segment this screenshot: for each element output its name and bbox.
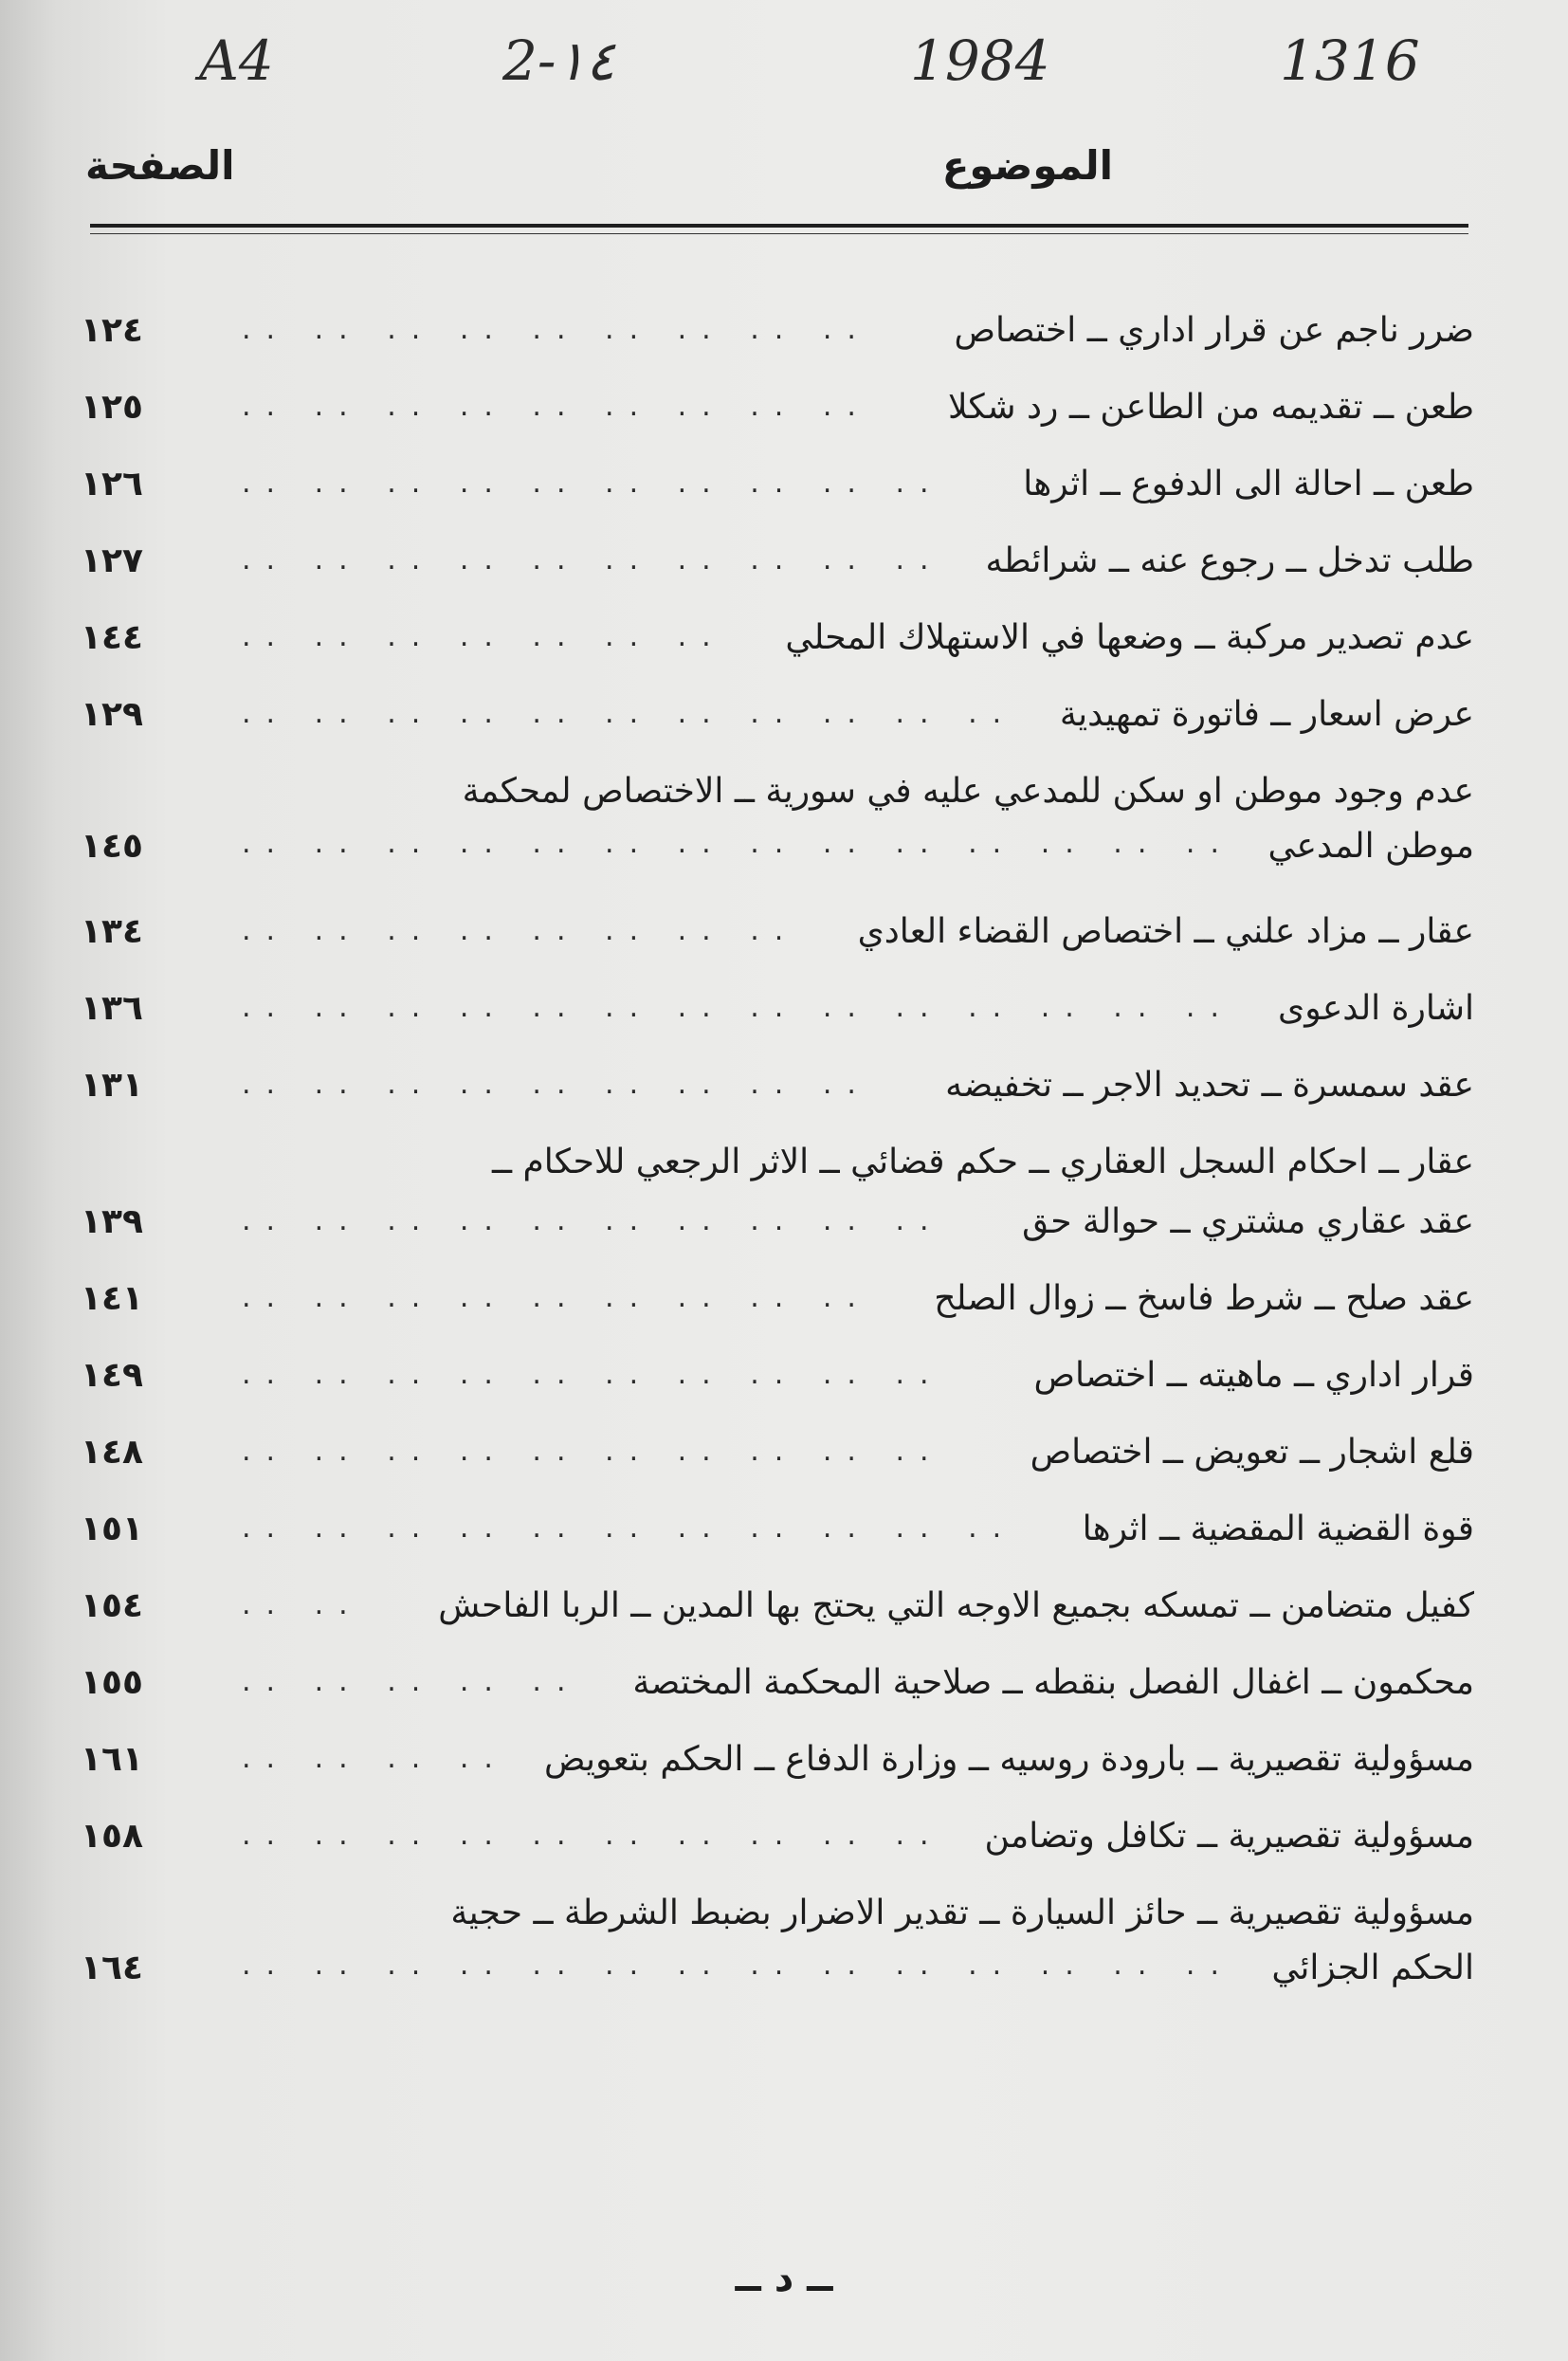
- entry-page-number: ١٣٦: [81, 989, 143, 1028]
- entry-topic: طعن ــ تقديمه من الطاعن ــ رد شكلا: [948, 388, 1474, 427]
- entry-page-number: ١٣١: [81, 1066, 143, 1105]
- entry-page-number: ١٤٨: [81, 1433, 143, 1472]
- index-entry: [81, 284, 1474, 370]
- entry-topic: اشارة الدعوى: [1278, 989, 1474, 1028]
- dot-leader: .. .. .. .. .. .. .. .. .. ..: [242, 1435, 944, 1468]
- dot-leader: .. .. .. .. .. .. .. .. ..: [242, 1281, 871, 1314]
- index-entry: [81, 1637, 1474, 1722]
- header-divider-thin: [90, 233, 1468, 234]
- handwritten-note: 1316: [1280, 28, 1420, 93]
- dot-leader: .. .. .. .. .. .. .. .. .. .. ..: [242, 697, 1017, 730]
- entry-topic: مسؤولية تقصيرية ــ تكافل وتضامن: [984, 1817, 1474, 1856]
- entry-topic: قلع اشجار ــ تعويض ــ اختصاص: [1030, 1433, 1474, 1472]
- header-divider: [90, 224, 1468, 228]
- page-marker: ــ د ــ: [735, 2257, 833, 2300]
- dot-leader: .. .. .. .. .. .. .. .. ..: [242, 1068, 871, 1101]
- entry-page-number: ١٤١: [81, 1279, 143, 1318]
- entry-page-number: ١٥٥: [81, 1663, 143, 1702]
- index-entry: [81, 1329, 1474, 1415]
- index-entry: [81, 886, 1474, 971]
- entry-topic: عدم تصدير مركبة ــ وضعها في الاستهلاك المحلي: [785, 618, 1474, 657]
- table-header: [85, 142, 1473, 209]
- entry-topic: عقد سمسرة ــ تحديد الاجر ــ تخفيضه: [945, 1066, 1474, 1105]
- entry-topic: ضرر ناجم عن قرار اداري ــ اختصاص: [954, 311, 1474, 350]
- entry-topic: محكمون ــ اغفال الفصل بنقطه ــ صلاحية المحكمة المختصة: [632, 1663, 1474, 1702]
- index-entry: [81, 1560, 1474, 1645]
- entry-page-number: ١٤٥: [81, 827, 143, 866]
- handwritten-note: A4: [199, 28, 274, 93]
- index-entries: [0, 284, 1568, 2228]
- entry-topic-continuation: موطن المدعي: [1267, 827, 1474, 866]
- index-entry: [81, 592, 1474, 677]
- index-entry: [81, 1867, 1474, 1987]
- dot-leader: .. .. .. .. .. .. .. .. .. .. .. .. .. ..: [242, 991, 1234, 1024]
- index-entry: [81, 1406, 1474, 1492]
- dot-leader: .. .. .. .. .. .. .. .. .. .. .. .. .. ..: [242, 1949, 1234, 1982]
- entry-topic: طلب تدخل ــ رجوع عنه ــ شرائطه: [985, 541, 1474, 580]
- index-entry: [81, 1253, 1474, 1338]
- dot-leader: .. ..: [242, 1588, 363, 1621]
- entry-page-number: ١٥٨: [81, 1817, 143, 1856]
- dot-leader: .. .. .. .. .. .. .. ..: [242, 914, 799, 947]
- index-entry: [81, 1483, 1474, 1568]
- dot-leader: .. .. .. .. .. .. .. .. ..: [242, 390, 871, 423]
- dot-leader: .. .. .. .. .. .. .. .. .. ..: [242, 1819, 944, 1852]
- entry-topic: مسؤولية تقصيرية ــ حائز السيارة ــ تقدير الاضرار بضبط الشرطة ــ حجية: [450, 1894, 1474, 1932]
- entry-topic: عرض اسعار ــ فاتورة تمهيدية: [1059, 695, 1474, 734]
- index-entry: [81, 1790, 1474, 1876]
- handwritten-note: 1984: [910, 28, 1050, 93]
- index-entry: [81, 668, 1474, 754]
- entry-topic: عقار ــ احكام السجل العقاري ــ حكم قضائي ــ الاثر الرجعي للاحكام ــ: [491, 1143, 1474, 1181]
- entry-page-number: ١٢٧: [81, 541, 143, 580]
- dot-leader: .. .. .. .. .. .. .. .. .. ..: [242, 467, 944, 500]
- index-entry: [81, 515, 1474, 600]
- index-entry: [81, 1713, 1474, 1799]
- dot-leader: .. .. .. .. .. .. .. .. .. ..: [242, 1204, 944, 1237]
- dot-leader: .. .. .. .. .. .. .. .. .. ..: [242, 543, 944, 577]
- handwritten-note: 2-١٤: [502, 28, 615, 93]
- dot-leader: .. .. .. .. ..: [242, 1665, 581, 1698]
- entry-topic: عقد صلح ــ شرط فاسخ ــ زوال الصلح: [934, 1279, 1474, 1318]
- entry-page-number: ١٢٤: [81, 311, 143, 350]
- entry-topic: عقد عقاري مشتري ــ حوالة حق: [1022, 1202, 1474, 1241]
- topic-column-header: الموضوع: [941, 142, 1113, 189]
- entry-page-number: ١٤٩: [81, 1356, 143, 1395]
- entry-page-number: ١٥٤: [81, 1586, 143, 1625]
- index-entry: [81, 1039, 1474, 1125]
- entry-page-number: ١٢٦: [81, 465, 143, 503]
- dot-leader: .. .. .. .. .. .. .. .. .. .. .. .. .. ..: [242, 827, 1234, 860]
- entry-topic: قوة القضية المقضية ــ اثرها: [1082, 1510, 1474, 1548]
- entry-page-number: ١٣٤: [81, 912, 143, 951]
- entry-page-number: ١٦٤: [81, 1949, 143, 1987]
- index-entry: [81, 1176, 1474, 1261]
- entry-page-number: ١٢٩: [81, 695, 143, 734]
- dot-leader: .. .. .. .. .. .. .. .. .. .. ..: [242, 1511, 1017, 1545]
- index-entry: [81, 745, 1474, 866]
- entry-page-number: ١٥١: [81, 1510, 143, 1548]
- index-entry: [81, 438, 1474, 523]
- entry-topic: عقار ــ مزاد علني ــ اختصاص القضاء العادي: [857, 912, 1474, 951]
- entry-topic-continuation: الحكم الجزائي: [1271, 1949, 1474, 1987]
- page-column-header: الصفحة: [85, 142, 235, 189]
- entry-topic: مسؤولية تقصيرية ــ بارودة روسيه ــ وزارة الدفاع ــ الحكم بتعويض: [543, 1740, 1474, 1779]
- entry-page-number: ١٣٩: [81, 1202, 143, 1241]
- entry-topic: عدم وجود موطن او سكن للمدعي عليه في سورية ــ الاختصاص لمحكمة: [462, 772, 1474, 811]
- dot-leader: .. .. .. .. .. .. .. .. ..: [242, 313, 871, 346]
- index-entry: [81, 361, 1474, 447]
- entry-page-number: ١٤٤: [81, 618, 143, 657]
- entry-page-number: ١٢٥: [81, 388, 143, 427]
- dot-leader: .. .. .. .. .. .. .. .. .. ..: [242, 1358, 944, 1391]
- index-entry: [81, 962, 1474, 1048]
- dot-leader: .. .. .. ..: [242, 1742, 508, 1775]
- entry-topic: طعن ــ احالة الى الدفوع ــ اثرها: [1023, 465, 1474, 503]
- dot-leader: .. .. .. .. .. .. ..: [242, 620, 726, 653]
- entry-topic: قرار اداري ــ ماهيته ــ اختصاص: [1033, 1356, 1474, 1395]
- entry-page-number: ١٦١: [81, 1740, 143, 1779]
- entry-topic: كفيل متضامن ــ تمسكه بجميع الاوجه التي يحتج بها المدين ــ الربا الفاحش: [438, 1586, 1474, 1625]
